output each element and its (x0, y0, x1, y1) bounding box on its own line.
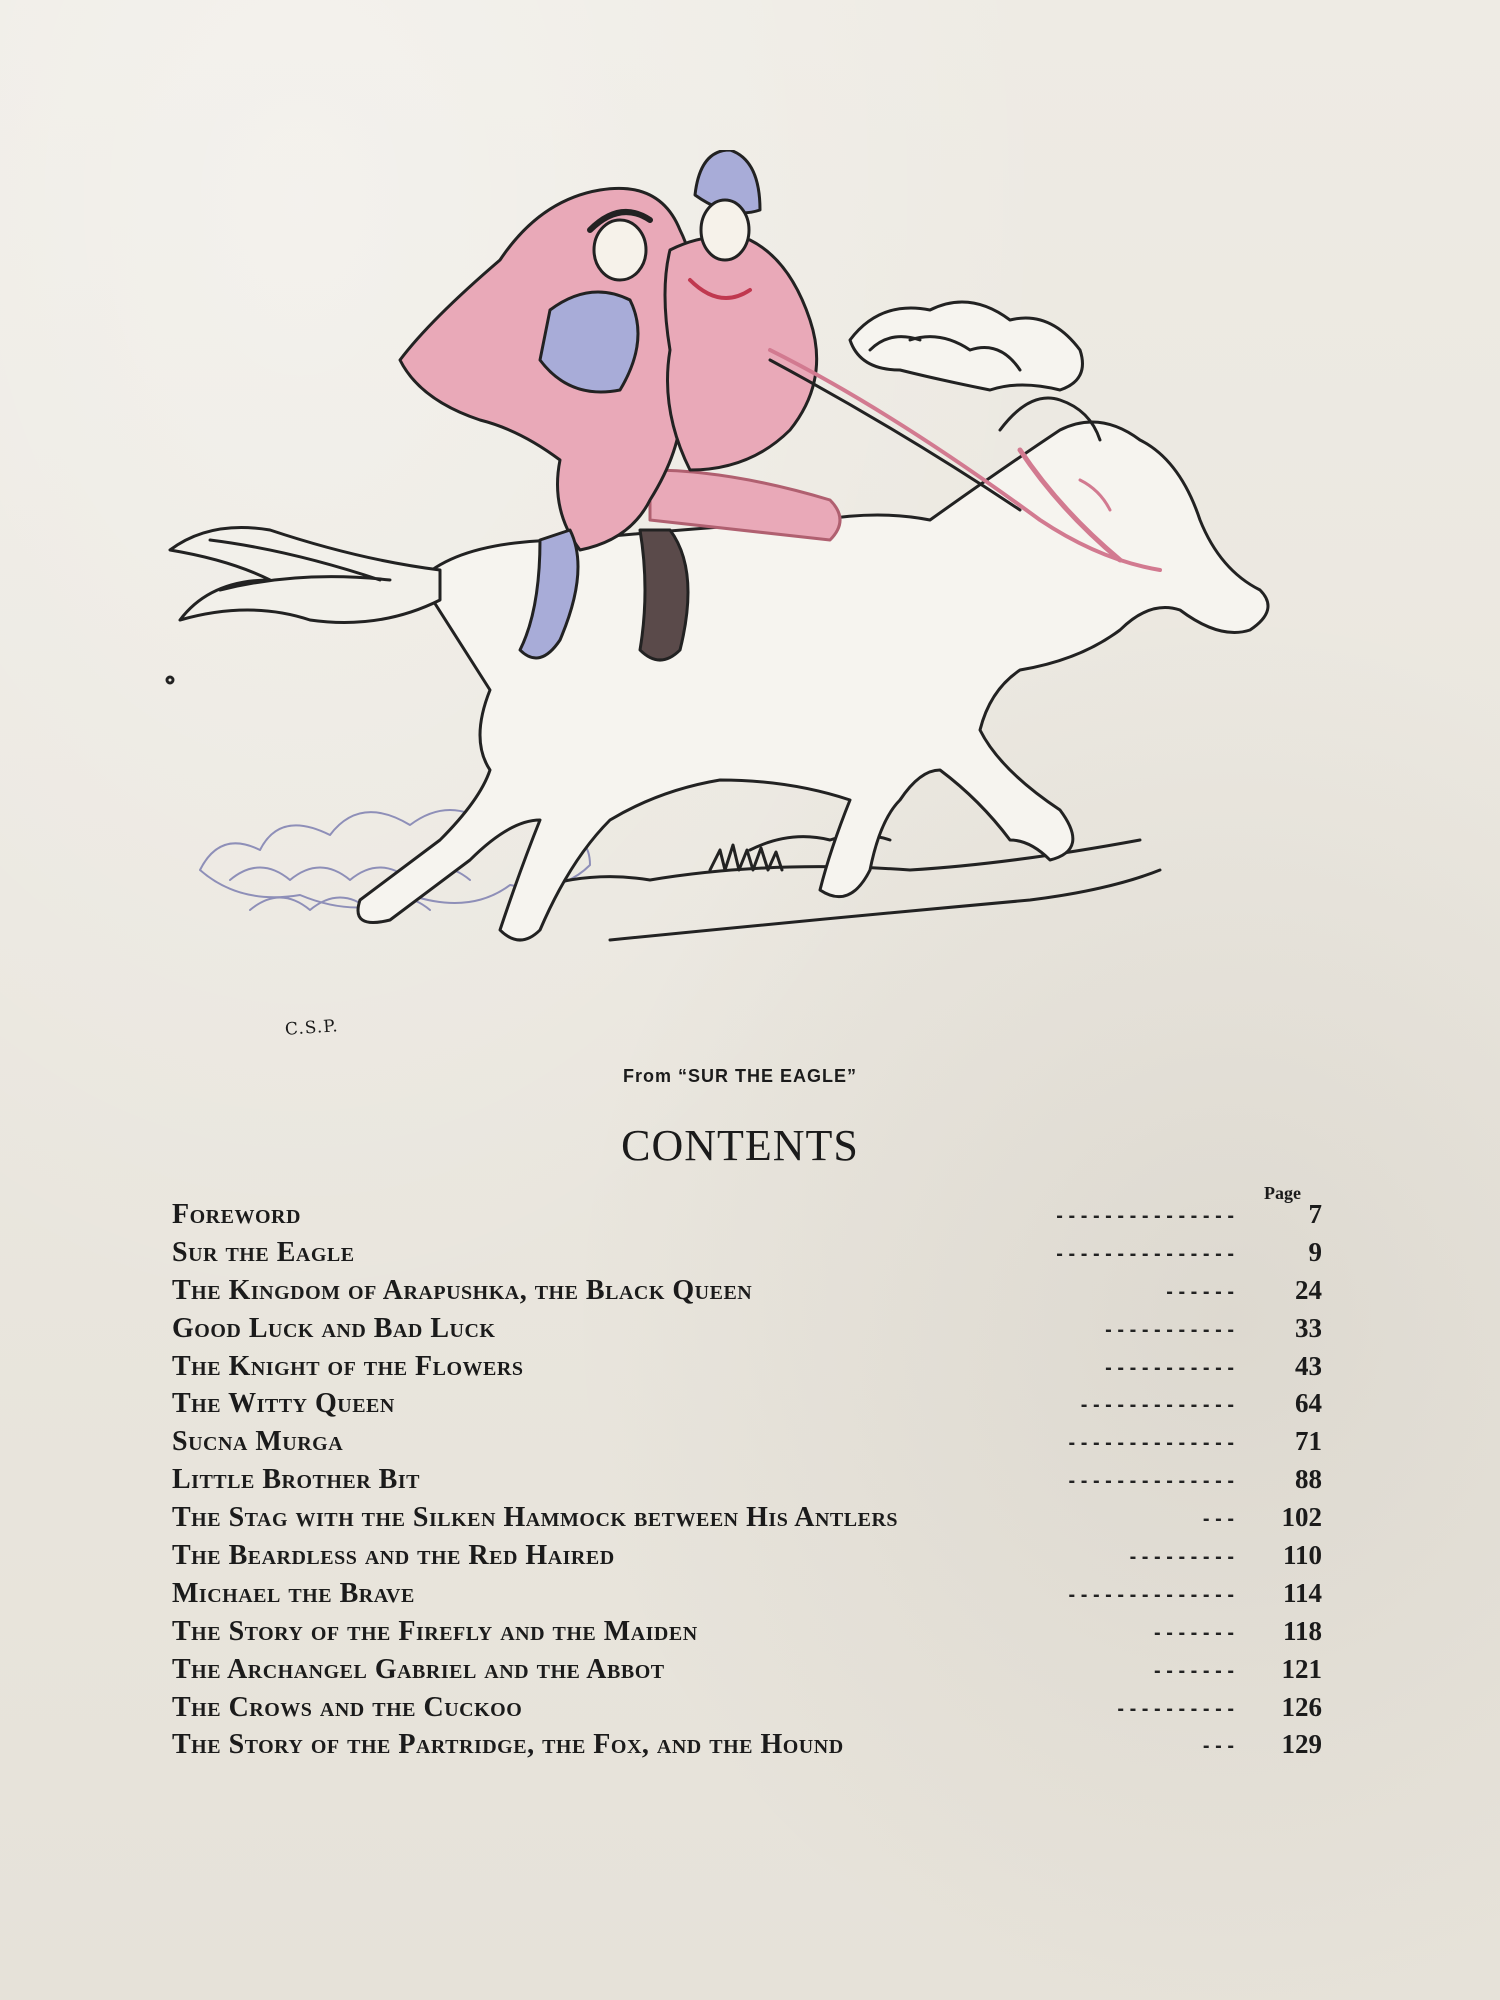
toc-entry[interactable] (172, 1348, 1322, 1386)
toc-entry-page: 102 (1281, 1502, 1322, 1533)
toc-entry-title: Little Brother Bit (172, 1464, 420, 1496)
toc-entry-title: Michael the Brave (172, 1577, 415, 1609)
toc-entry-leader: - - - - - - - - - - - - - (1080, 1394, 1234, 1417)
toc-entry-leader: - - - - - - - - - - - - - - (1068, 1470, 1234, 1493)
toc-entry-leader: - - - - - - - - - - - (1105, 1318, 1234, 1341)
horse-tail (170, 528, 440, 623)
toc-entry-page: 121 (1281, 1653, 1322, 1684)
toc-entry-title: Good Luck and Bad Luck (172, 1312, 496, 1344)
toc-entry-leader: - - - - - - - - - - - - - - - (1056, 1242, 1234, 1265)
toc-entry-page: 71 (1295, 1426, 1322, 1457)
toc-entry-title: The Beardless and the Red Haired (172, 1540, 615, 1572)
toc-entry[interactable] (172, 1499, 1322, 1537)
toc-entry[interactable] (172, 1234, 1322, 1272)
toc-entry-page: 9 (1308, 1236, 1322, 1267)
toc-entry-leader: - - - - - - - - - - - - - - - (1056, 1205, 1234, 1227)
toc-entry-title: The Archangel Gabriel and the Abbot (172, 1653, 665, 1685)
rider-man (665, 237, 817, 470)
toc-entry-page: 110 (1282, 1540, 1322, 1571)
toc-entry-title: The Story of the Firefly and the Maiden (172, 1615, 698, 1647)
toc-entry[interactable] (172, 1537, 1322, 1575)
toc-entry-title: Sur the Eagle (172, 1236, 355, 1268)
toc-entry[interactable] (172, 1196, 1322, 1234)
toc-entry-page: 114 (1282, 1577, 1322, 1608)
illustration-drawing (150, 150, 1330, 1050)
toc-entry-page: 33 (1295, 1312, 1322, 1343)
toc-entry-leader: - - - - - - - (1154, 1659, 1234, 1682)
toc-entry-page: 126 (1281, 1691, 1322, 1722)
toc-entry-title: Sucna Murga (172, 1426, 344, 1458)
toc-entry[interactable] (172, 1726, 1322, 1764)
toc-entry[interactable] (172, 1689, 1322, 1727)
toc-entry[interactable] (172, 1310, 1322, 1348)
toc-entry-page: 118 (1282, 1615, 1322, 1646)
toc-entry-page: 7 (1308, 1199, 1322, 1229)
toc-entry-leader: - - - (1202, 1508, 1234, 1531)
toc-entry[interactable] (172, 1423, 1322, 1461)
toc-entry-leader: - - - - - - - - - - - - - - (1068, 1583, 1234, 1606)
toc-entry-page: 43 (1295, 1350, 1322, 1381)
toc-entry-title: The Story of the Partridge, the Fox, and the Hound (172, 1729, 844, 1761)
toc-entry[interactable] (172, 1385, 1322, 1423)
toc-entry-leader: - - - - - - - (1154, 1621, 1234, 1644)
toc-entry-leader: - - - - - - - - - (1129, 1546, 1234, 1569)
table-of-contents (172, 1196, 1322, 1764)
toc-entry-page: 24 (1295, 1274, 1322, 1305)
toc-entry[interactable] (172, 1613, 1322, 1651)
toc-entry-title: The Crows and the Cuckoo (172, 1691, 523, 1723)
page-column-label: Page (1264, 1183, 1301, 1203)
toc-entry-leader: - - - - - - - - - - (1117, 1697, 1234, 1720)
toc-entry-page: 64 (1295, 1388, 1322, 1419)
toc-entry-title: Foreword (172, 1199, 301, 1230)
contents-heading: CONTENTS (621, 1121, 859, 1170)
toc-entry[interactable] (172, 1461, 1322, 1499)
illustration-riders-on-horse (150, 150, 1330, 1050)
toc-entry-page: 88 (1295, 1464, 1322, 1495)
toc-entry[interactable] (172, 1272, 1322, 1310)
toc-entry-leader: - - - - - - - - - - - (1105, 1356, 1234, 1379)
toc-entry[interactable] (172, 1575, 1322, 1613)
toc-entry-leader: - - - (1202, 1735, 1234, 1758)
toc-entry-title: The Stag with the Silken Hammock between His Antlers (172, 1502, 899, 1534)
toc-entry-title: The Witty Queen (172, 1388, 395, 1420)
toc-entry-title: The Kingdom of Arapushka, the Black Queen (172, 1274, 753, 1306)
toc-entry-leader: - - - - - - - - - - - - - - (1068, 1432, 1234, 1455)
toc-entry[interactable] (172, 1651, 1322, 1689)
toc-entry-page: 129 (1281, 1729, 1322, 1760)
toc-entry-leader: - - - - - - (1166, 1280, 1234, 1303)
illustration-caption: From “SUR THE EAGLE” (622, 1066, 857, 1086)
illustrator-signature: C.S.P. (284, 1016, 340, 1040)
toc-entry-title: The Knight of the Flowers (172, 1350, 524, 1382)
